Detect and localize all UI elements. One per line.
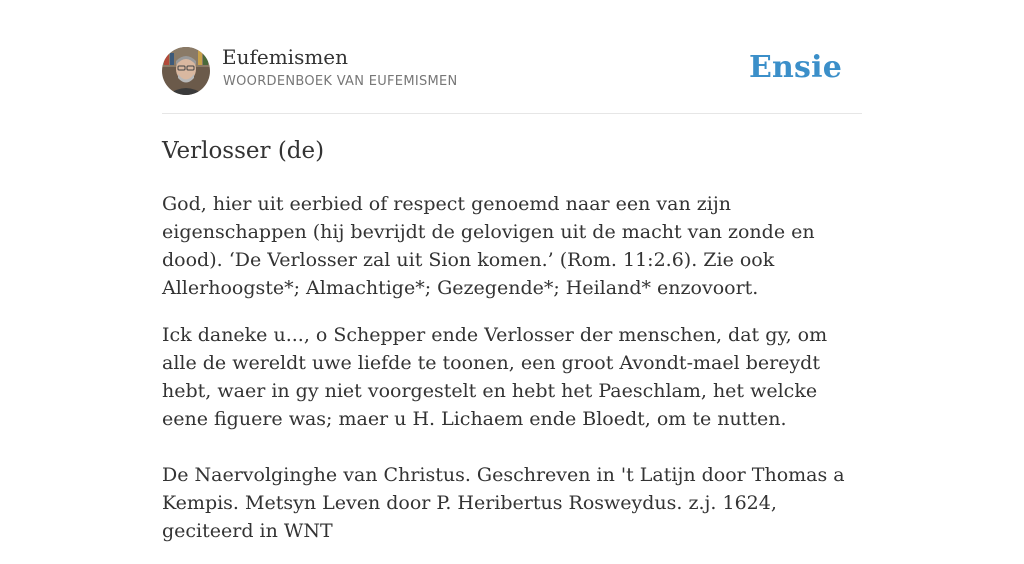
entry-quote: Ick daneke u..., o Schepper ende Verlosser der menschen, dat gy, om alle de wereldt uwe liefde te toonen, een groot Avondt-mael bereydt hebt, waer in gy niet voorgestelt en hebt het Paeschlam, het welcke eene figuere was; maer u H. Lichaem ende Bloedt, om te nutten. xyxy=(162,324,828,430)
author-name[interactable]: Eufemismen xyxy=(222,45,349,69)
entry-definition: God, hier uit eerbied of respect genoemd naar een van zijn eigenschappen (hij bevrijdt de gelovigen uit de macht van zonde en dood). ‘De Verlosser zal uit Sion komen.’ (Rom. 11:2.6). Zie ook Allerhoogste*; Almachtige*; Gezegende*; Heiland* enzovoort. xyxy=(162,193,815,299)
entry-title: Verlosser (de) xyxy=(162,138,325,164)
entry-source: De Naervolginghe van Christus. Geschreven in 't Latijn door Thomas a Kempis. Metsyn Leven door P. Heribertus Rosweydus. z.j. 1624, geciteerd in WNT xyxy=(162,464,845,542)
entry-body xyxy=(162,190,862,564)
page-header xyxy=(162,0,862,114)
ensie-logo-link[interactable]: Ensie xyxy=(748,50,842,85)
page-container xyxy=(162,0,862,542)
author-photo-icon xyxy=(162,47,210,95)
author-avatar[interactable] xyxy=(162,47,210,95)
author-subtitle[interactable]: WOORDENBOEK VAN EUFEMISMEN xyxy=(223,74,458,89)
